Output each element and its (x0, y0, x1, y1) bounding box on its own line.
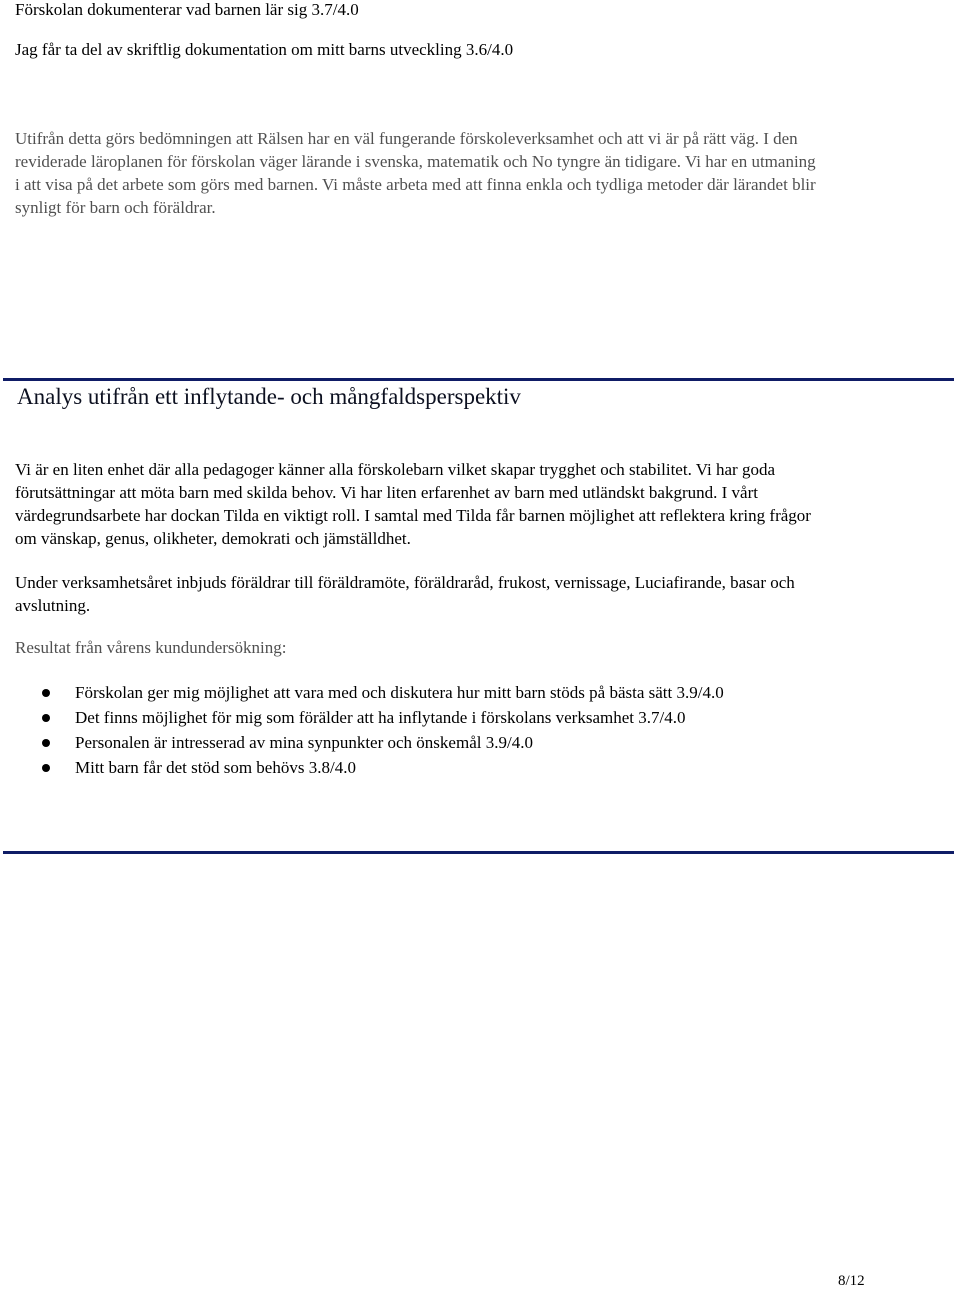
assessment-line: reviderade läroplanen för förskolan väger lärande i svenska, matematik och No tyngre än tidigare. Vi har en utmaning (15, 152, 816, 171)
assessment-line: i att visa på det arbete som görs med barnen. Vi måste arbeta med att finna enkla och tydliga metoder där lärandet blir (15, 175, 816, 194)
page-number: 8/12 (838, 1273, 865, 1289)
list-item (0, 705, 724, 730)
parent-events-line: Under verksamhetsåret inbjuds föräldrar till föräldramöte, föräldraråd, frukost, vernissage, Luciafirande, basar och (15, 573, 795, 592)
bullet-icon (42, 714, 50, 722)
result-text: Personalen är intresserad av mina synpunkter och önskemål 3.9/4.0 (75, 733, 533, 752)
list-item (0, 755, 724, 780)
section-heading: Analys utifrån ett inflytande- och mångfaldsperspektiv (17, 384, 521, 409)
list-item (0, 680, 724, 705)
influence-line: om vänskap, genus, olikheter, demokrati och jämställdhet. (15, 529, 411, 548)
bullet-icon (42, 764, 50, 772)
influence-paragraph (15, 458, 945, 550)
survey-result-documentation: Förskolan dokumenterar vad barnen lär sig 3.7/4.0 (15, 0, 359, 19)
parent-events-line: avslutning. (15, 596, 91, 615)
result-text: Det finns möjlighet för mig som förälder att ha inflytande i förskolans verksamhet 3.7/4.0 (75, 708, 686, 727)
section-divider-bottom (3, 851, 954, 854)
results-list (0, 680, 724, 780)
bullet-icon (42, 739, 50, 747)
result-text: Förskolan ger mig möjlighet att vara med och diskutera hur mitt barn stöds på bästa sätt 3.9/4.0 (75, 683, 724, 702)
survey-result-written-documentation: Jag får ta del av skriftlig dokumentation om mitt barns utveckling 3.6/4.0 (15, 40, 514, 59)
assessment-line: synligt för barn och föräldrar. (15, 198, 216, 217)
influence-line: Vi är en liten enhet där alla pedagoger känner alla förskolebarn vilket skapar trygghet och stabilitet. Vi har goda (15, 460, 776, 479)
assessment-paragraph (15, 127, 945, 219)
section-divider-top (3, 378, 954, 381)
bullet-icon (42, 689, 50, 697)
result-text: Mitt barn får det stöd som behövs 3.8/4.0 (75, 758, 356, 777)
list-item (0, 730, 724, 755)
influence-line: värdegrundsarbete har dockan Tilda en viktigt roll. I samtal med Tilda får barnen möjlighet att reflektera kring frågor (15, 506, 811, 525)
results-intro: Resultat från vårens kundundersökning: (15, 638, 287, 657)
assessment-line: Utifrån detta görs bedömningen att Rälsen har en väl fungerande förskoleverksamhet och att vi är på rätt väg. I den (15, 129, 798, 148)
parent-events-paragraph (15, 571, 945, 617)
influence-line: förutsättningar att möta barn med skilda behov. Vi har liten erfarenhet av barn med utländskt bakgrund. I vårt (15, 483, 758, 502)
